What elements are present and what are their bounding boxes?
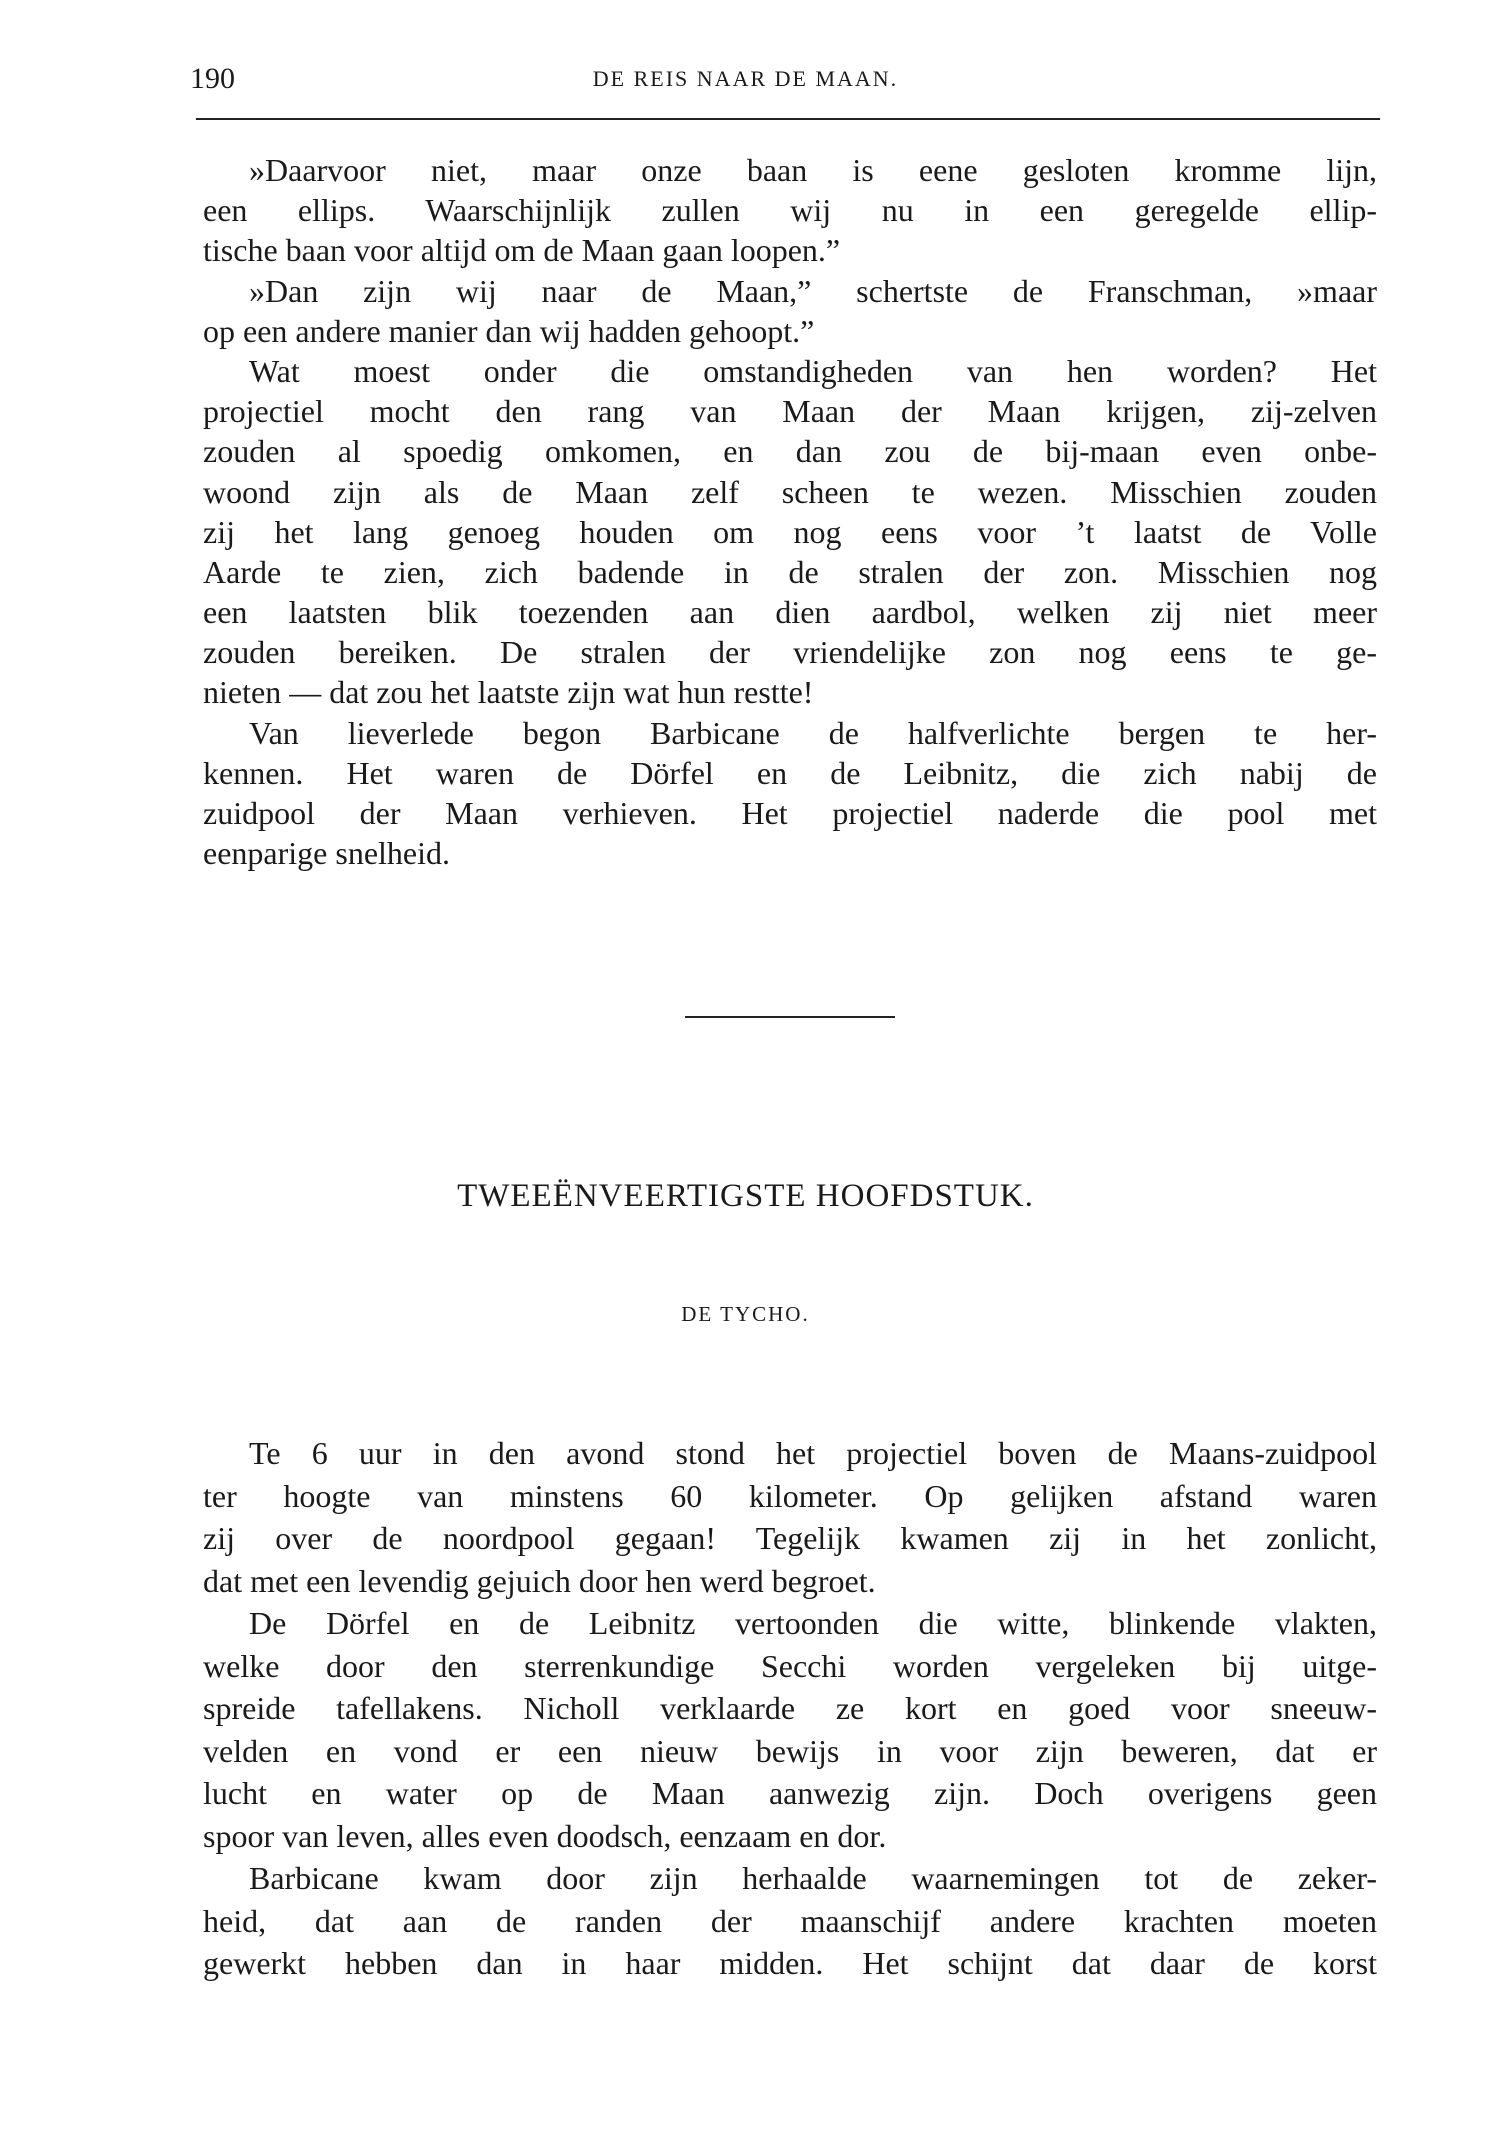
paragraph xyxy=(203,1857,1377,1985)
text-line: gewerkt hebben dan in haar midden. Het schijnt dat daar de korst xyxy=(203,1945,1377,1981)
text-line: dat met een levendig gejuich door hen werd begroet. xyxy=(203,1562,876,1599)
text-line: kennen. Het waren de Dörfel en de Leibnitz, die zich nabij de xyxy=(203,754,1377,791)
paragraph xyxy=(203,1602,1377,1857)
text-line: Aarde te zien, zich badende in de stralen der zon. Misschien nog xyxy=(203,553,1377,590)
text-line: zouden bereiken. De stralen der vriendelijke zon nog eens te ge- xyxy=(203,634,1377,671)
paragraph xyxy=(203,1432,1377,1602)
text-line: projectiel mocht den rang van Maan der Maan krijgen, zij-zelven xyxy=(203,393,1377,430)
text-line: zij over de noordpool gegaan! Tegelijk kwamen zij in het zonlicht, xyxy=(203,1520,1377,1556)
text-line: »Dan zijn wij naar de Maan,” schertste de Franschman, »maar xyxy=(249,272,1377,309)
chapter-subtitle: DE TYCHO. xyxy=(681,1302,810,1326)
text-line: lucht en water op de Maan aanwezig zijn. Doch overigens geen xyxy=(203,1775,1377,1811)
text-line: zij het lang genoeg houden om nog eens voor ’t laatst de Volle xyxy=(203,513,1377,550)
text-line: zouden al spoedig omkomen, en dan zou de bij-maan even onbe- xyxy=(203,433,1377,470)
paragraph xyxy=(203,271,1377,351)
text-line: eenparige snelheid. xyxy=(203,835,450,872)
text-line: Wat moest onder die omstandigheden van hen worden? Het xyxy=(249,352,1377,389)
text-line: Te 6 uur in den avond stond het projectiel boven de Maans-zuidpool xyxy=(249,1435,1377,1471)
text-line: heid, dat aan de randen der maanschijf andere krachten moeten xyxy=(203,1902,1377,1939)
page-number: 190 xyxy=(190,62,235,95)
text-block-section2 xyxy=(203,1432,1377,1985)
header-rule xyxy=(196,118,1380,120)
paragraph xyxy=(203,351,1377,713)
text-line: een laatsten blik toezenden aan dien aardbol, welken zij niet meer xyxy=(203,594,1377,631)
paragraph xyxy=(203,713,1377,874)
text-line: De Dörfel en de Leibnitz vertoonden die witte, blinkende vlakten, xyxy=(249,1605,1377,1641)
text-line: Van lieverlede begon Barbicane de halfverlichte bergen te her- xyxy=(249,714,1377,751)
text-line: op een andere manier dan wij hadden gehoopt.” xyxy=(203,312,815,349)
running-title: DE REIS NAAR DE MAAN. xyxy=(592,66,899,91)
text-block-section1 xyxy=(203,150,1377,873)
text-line: »Daarvoor niet, maar onze baan is eene gesloten kromme lijn, xyxy=(249,152,1377,188)
text-line: tische baan voor altijd om de Maan gaan loopen.” xyxy=(203,232,841,269)
section-divider xyxy=(685,1016,895,1018)
text-line: zuidpool der Maan verhieven. Het projectiel naderde die pool met xyxy=(203,795,1377,831)
text-line: welke door den sterrenkundige Secchi worden vergeleken bij uitge- xyxy=(203,1647,1377,1684)
text-line: spreide tafellakens. Nicholl verklaarde ze kort en goed voor sneeuw- xyxy=(203,1690,1377,1726)
text-line: nieten — dat zou het laatste zijn wat hun restte! xyxy=(203,674,814,711)
chapter-title: TWEEËNVEERTIGSTE HOOFDSTUK. xyxy=(457,1178,1034,1214)
text-line: spoor van leven, alles even doodsch, eenzaam en dor. xyxy=(203,1817,887,1854)
text-line: velden en vond er een nieuw bewijs in voor zijn beweren, dat er xyxy=(203,1732,1377,1769)
text-line: ter hoogte van minstens 60 kilometer. Op gelijken afstand waren xyxy=(203,1477,1377,1514)
text-line: een ellips. Waarschijnlijk zullen wij nu in een geregelde ellip- xyxy=(203,192,1377,229)
text-line: woond zijn als de Maan zelf scheen te wezen. Misschien zouden xyxy=(203,473,1377,510)
paragraph xyxy=(203,150,1377,271)
text-line: Barbicane kwam door zijn herhaalde waarnemingen tot de zeker- xyxy=(249,1860,1377,1896)
